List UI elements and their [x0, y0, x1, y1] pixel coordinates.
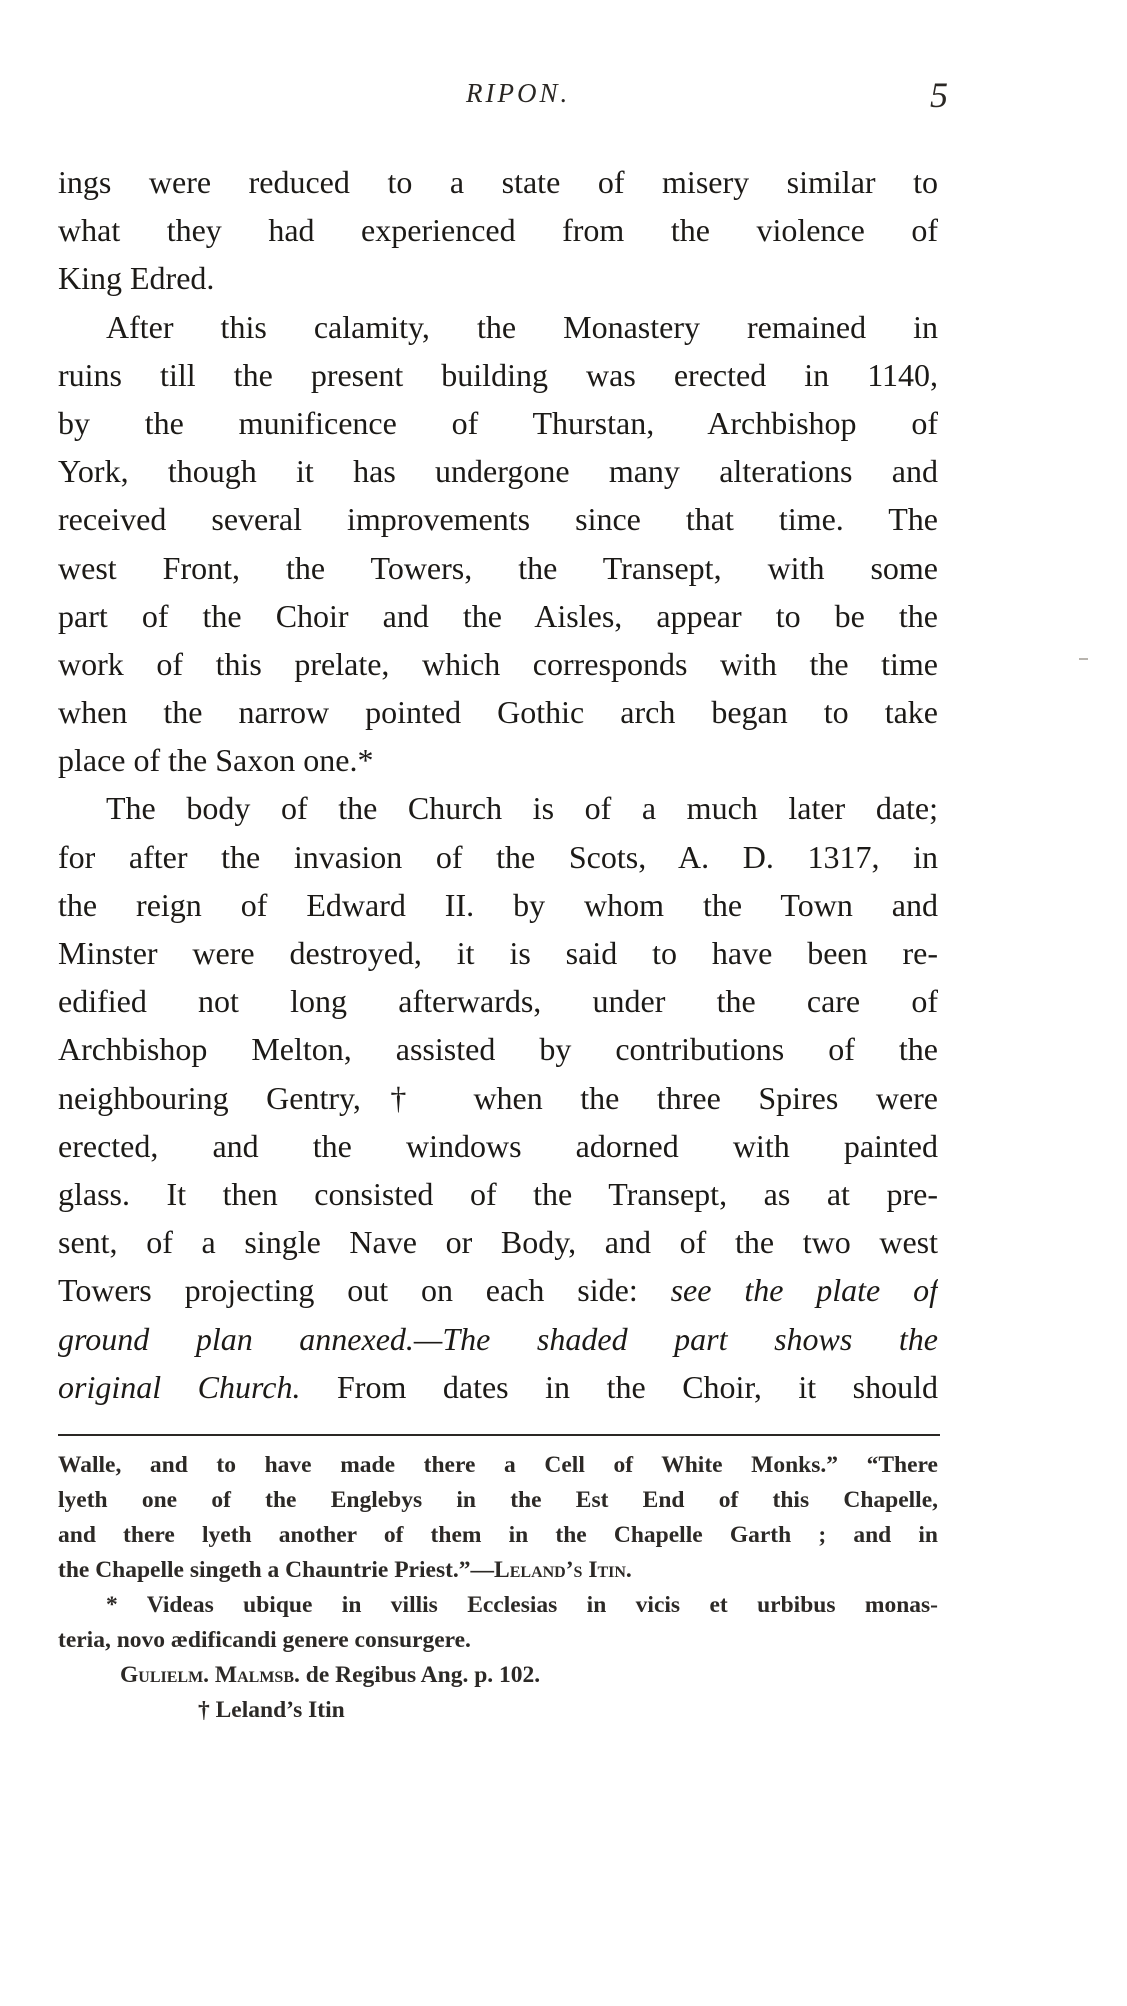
- footnote-line: [58, 1553, 938, 1588]
- plate-reference: see the plate of: [670, 1272, 938, 1309]
- text-line: edified not long afterwards, under the care of: [58, 983, 938, 1020]
- text-line: After this calamity, the Monastery remained in: [106, 308, 938, 345]
- text-line: The body of the Church is of a much later date;: [106, 790, 938, 827]
- text-line: Archbishop Melton, assisted by contributions of the: [58, 1031, 938, 1068]
- text-line: place of the Saxon one.*: [58, 742, 374, 779]
- footnote-citation: Leland’s Itin.: [494, 1557, 632, 1583]
- text-line: west Front, the Towers, the Transept, with some: [58, 549, 938, 586]
- footnote-line: † Leland’s Itin: [198, 1697, 345, 1723]
- page-header: [0, 75, 1127, 118]
- text-line: when the narrow pointed Gothic arch began to take: [58, 694, 938, 731]
- text-line: [58, 1363, 938, 1411]
- text-line: neighbouring Gentry,† when the three Spires were: [58, 1079, 938, 1116]
- footnote-line: [58, 1658, 938, 1693]
- text-line: by the munificence of Thurstan, Archbishop of: [58, 404, 938, 441]
- footnote-line: teria, novo ædificandi genere consurgere.: [58, 1627, 471, 1653]
- footnote-citation: Gulielm. Malmsb.: [120, 1662, 300, 1688]
- text-line: sent, of a single Nave or Body, and of the two west: [58, 1224, 938, 1261]
- text-line: what they had experienced from the violence of: [58, 212, 938, 249]
- footnotes: [58, 1448, 938, 1728]
- text-line-roman: Towers projecting out on each side:: [58, 1272, 671, 1309]
- page-number: 5: [930, 75, 948, 115]
- footnote-line: lyeth one of the Englebys in the Est End of this Chapelle,: [58, 1487, 938, 1513]
- footnote-rule: [58, 1434, 940, 1436]
- text-line: work of this prelate, which corresponds with the time: [58, 645, 938, 682]
- text-line: received several improvements since that time. The: [58, 501, 938, 538]
- text-line: part of the Choir and the Aisles, appear to be the: [58, 597, 938, 634]
- text-line: glass. It then consisted of the Transept, as at pre-: [58, 1175, 938, 1212]
- footnote-line: * Videas ubique in villis Ecclesias in vicis et urbibus monas-: [106, 1592, 938, 1618]
- plate-reference-end: original Church.: [58, 1368, 301, 1405]
- text-line: ruins till the present building was erected in 1140,: [58, 356, 938, 393]
- text-line: King Edred.: [58, 260, 215, 297]
- text-line: ings were reduced to a state of misery similar to: [58, 164, 938, 200]
- body-text: [58, 158, 938, 1411]
- text-line-roman: From dates in the Choir, it should: [300, 1368, 938, 1405]
- running-title: RIPON.: [466, 78, 571, 108]
- margin-mark: [1079, 658, 1088, 660]
- text-line: for after the invasion of the Scots, A. D. 1317, in: [58, 838, 938, 875]
- text-line-italic: ground plan annexed.—The shaded part shows the: [58, 1320, 938, 1357]
- footnote-line: and there lyeth another of them in the Chapelle Garth ; and in: [58, 1522, 938, 1548]
- text-line: erected, and the windows adorned with painted: [58, 1127, 938, 1164]
- text-line: the reign of Edward II. by whom the Town and: [58, 886, 938, 923]
- text-line: York, though it has undergone many alterations and: [58, 453, 938, 490]
- text-line: Minster were destroyed, it is said to have been re-: [58, 935, 938, 971]
- text-line: [58, 1266, 938, 1314]
- footnote-text: the Chapelle singeth a Chauntrie Priest.”—: [58, 1557, 495, 1583]
- footnote-text: de Regibus Ang. p. 102.: [299, 1662, 541, 1688]
- footnote-line: Walle, and to have made there a Cell of White Monks.” “There: [58, 1452, 938, 1478]
